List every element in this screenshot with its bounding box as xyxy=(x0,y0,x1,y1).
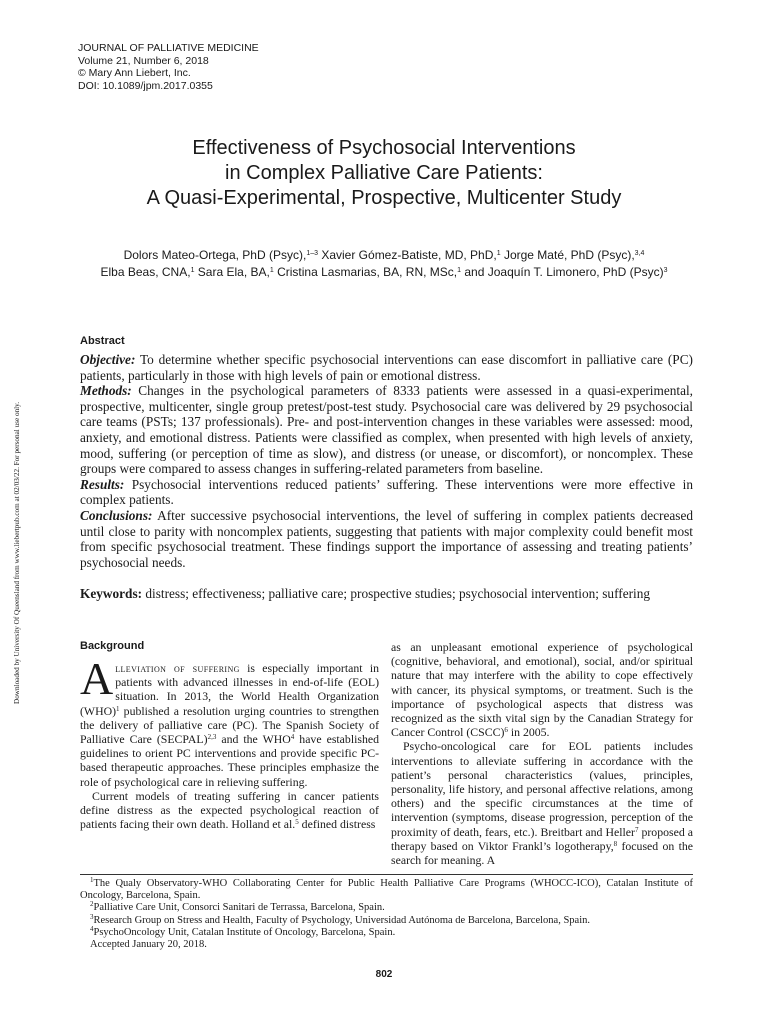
footnote-marker: 1 xyxy=(90,876,94,884)
journal-doi: DOI: 10.1089/jpm.2017.0355 xyxy=(78,79,213,92)
paragraph-text: Psycho-oncological care for EOL patients includes interventions to alleviate suffering in accordance with the patient’s personal characteristics (values, principles, personality, life history, and personal affective relations, among others) and the specific circumstances at the time of intervention (symptoms, disease progression, perception of the proximity of death, fears, etc.). Breitbart and Heller xyxy=(391,739,693,839)
article-title xyxy=(78,136,690,211)
left-column xyxy=(80,640,379,831)
footnote-1 xyxy=(80,878,693,902)
author-name: Dolors Mateo-Ortega, PhD (Psyc), xyxy=(123,248,307,262)
citation: 7 xyxy=(634,825,639,834)
journal-header xyxy=(78,42,259,92)
footnote-marker: 3 xyxy=(90,912,94,921)
right-column xyxy=(391,640,693,867)
author-affiliation: 1 xyxy=(190,267,195,274)
paragraph-text: published a resolution urging countries to strengthen the delivery of palliative care (PC). The Spanish Society of Palliative Care (SECPAL) xyxy=(80,703,379,747)
author-name: Xavier Gómez-Batiste, MD, PhD, xyxy=(318,248,497,262)
drop-cap: A xyxy=(80,653,114,704)
paragraph-text: as an unpleasant emotional experience of psychological (cognitive, behavioral, and emotional), social, and/or spiritual nature that may interfere with the ability to cope effectively with cancer, its physical symptoms, or treatment. Such is the importance of psychological aspects that distress was recognized as the sixth vital sign by the Canadian Strategy for Cancer Control (CSCC) xyxy=(391,640,693,740)
citation: 1 xyxy=(116,704,120,713)
conclusions-label: Conclusions: xyxy=(80,507,153,523)
download-side-note xyxy=(13,322,27,704)
background-paragraph-4 xyxy=(391,739,693,867)
title-line-3: A Quasi-Experimental, Prospective, Multicenter Study xyxy=(146,187,622,209)
abstract-body xyxy=(80,352,693,570)
page-number: 802 xyxy=(375,969,393,980)
author-line-1 xyxy=(78,247,690,264)
paragraph-text: Current models of treating suffering in cancer patients define distress as the expected psychological reaction of patients facing their own death. Holland et al. xyxy=(80,788,379,832)
author-name: Elba Beas, CNA, xyxy=(100,265,191,279)
footnote-3 xyxy=(80,912,693,927)
paragraph-text: proposed a therapy based on Viktor Frankl’s logotherapy, xyxy=(391,824,693,853)
author-affiliation: 1 xyxy=(457,267,462,274)
citation: 4 xyxy=(290,733,295,742)
author-affiliation: 3,4 xyxy=(634,250,645,257)
objective-text: To determine whether specific psychosocial interventions can ease discomfort in palliative care (PC) patients, particularly in those with high levels of pain or emotional distress. xyxy=(80,352,693,383)
background-paragraph-2 xyxy=(80,789,379,832)
methods-text: Changes in the psychological parameters of 8333 patients were assessed in a quasi-experimental, prospective, multicenter, single group pretest/post-test study. Psychosocial care was delivered by 29 psychosocial care teams (PSTs; 137 professionals). Pre- and post-intervention changes in these variables were assessed: mood, anxiety, and emotional distress. Patients were classified as complex, when presented with high levels of anxiety, mood, suffering (or perception of time as slow), and distress (or unease, or discomfort), or noncomplex. These groups were compared to assess changes in suffering-related parameters from baseline. xyxy=(80,383,693,477)
methods-label: Methods: xyxy=(80,383,132,399)
title-line-2: in Complex Palliative Care Patients: xyxy=(225,162,543,184)
footnote-2 xyxy=(80,902,693,914)
title-line-1: Effectiveness of Psychosocial Interventions xyxy=(192,137,576,159)
abstract-objective xyxy=(80,352,693,383)
journal-copyright: © Mary Ann Liebert, Inc. xyxy=(78,67,191,79)
footnote-marker: 2 xyxy=(90,900,94,909)
citation: 5 xyxy=(295,818,299,827)
paragraph-text: defined distress xyxy=(298,817,376,832)
keywords-label: Keywords: xyxy=(80,586,143,601)
author-affiliation: 1–3 xyxy=(306,250,318,257)
background-heading: Background xyxy=(80,640,145,652)
keywords xyxy=(80,586,693,602)
author-name: Cristina Lasmarias, BA, RN, MSc, xyxy=(273,265,458,279)
footnote-divider xyxy=(80,874,693,875)
download-side-note-text: Downloaded by University Of Queensland from www.liebertpub.com at 02/03/22. For personal use only. xyxy=(13,401,21,704)
footnote-marker: 4 xyxy=(90,924,94,933)
footnote-text: The Qualy Observatory-WHO Collaborating Center for Public Health Palliative Care Programs (WHOCC-ICO), Catalan Institute of Oncology, Barcelona, Spain. xyxy=(80,878,693,902)
abstract-heading: Abstract xyxy=(80,335,125,347)
author-name: and Joaquín T. Limonero, PhD (Psyc) xyxy=(461,265,664,279)
abstract-results xyxy=(80,477,693,508)
footnote-text: Research Group on Stress and Health, Faculty of Psychology, Universidad Autónoma de Barcelona, Barcelona, Spain. xyxy=(93,914,590,926)
lead-in: lleviation of suffering xyxy=(115,661,240,675)
author-list xyxy=(78,247,690,281)
citation: 8 xyxy=(613,839,618,848)
author-affiliation: 1 xyxy=(269,267,274,274)
footnote-text: Palliative Care Unit, Consorci Sanitari de Terrassa, Barcelona, Spain. xyxy=(93,902,385,914)
citation: 2,3 xyxy=(207,733,217,742)
background-paragraph-1 xyxy=(80,653,380,789)
paragraph-text: is especially important in patients with advanced illnesses in end-of-life (EOL) situation. In 2013, the World Health Organization (WHO) xyxy=(80,661,379,718)
accepted-date: Accepted January 20, 2018. xyxy=(90,939,207,951)
keywords-text: distress; effectiveness; palliative care; prospective studies; psychosocial intervention; suffering xyxy=(142,586,651,601)
conclusions-text: After successive psychosocial interventions, the level of suffering in complex patients decreased until close to parity with noncomplex patients, suggesting that patients with major complexity could benefit most from specific psychosocial treatment. These findings support the importance of assessing and treating patients’ psychosocial needs. xyxy=(80,507,693,570)
author-name: Jorge Maté, PhD (Psyc), xyxy=(500,248,635,262)
paragraph-text: have established guidelines to orient PC interventions and provide specific PC-based therapeutic approaches. These principles emphasize the role of psychological care in relieving suffering. xyxy=(80,732,380,789)
abstract-methods xyxy=(80,383,693,477)
results-label: Results: xyxy=(80,476,125,492)
results-text: Psychosocial interventions reduced patients’ suffering. These interventions were more effective in complex patients. xyxy=(80,476,693,508)
author-name: Sara Ela, BA, xyxy=(194,265,270,279)
objective-label: Objective: xyxy=(80,352,136,367)
background-paragraph-3 xyxy=(391,640,693,739)
author-line-2 xyxy=(78,264,690,281)
footnotes xyxy=(80,878,693,951)
abstract-conclusions xyxy=(80,508,693,570)
citation: 6 xyxy=(504,726,508,735)
author-affiliation: 1 xyxy=(496,250,501,257)
journal-name: JOURNAL OF PALLIATIVE MEDICINE xyxy=(78,42,259,54)
paragraph-text: and the WHO xyxy=(216,732,291,747)
paragraph-text: focused on the search for meaning. A xyxy=(391,838,693,868)
footnote-4 xyxy=(80,924,693,939)
footnote-text: PsychoOncology Unit, Catalan Institute of Oncology, Barcelona, Spain. xyxy=(93,926,396,938)
paragraph-text: in 2005. xyxy=(507,725,550,740)
author-affiliation: 3 xyxy=(663,267,668,274)
journal-volume: Volume 21, Number 6, 2018 xyxy=(78,54,209,67)
